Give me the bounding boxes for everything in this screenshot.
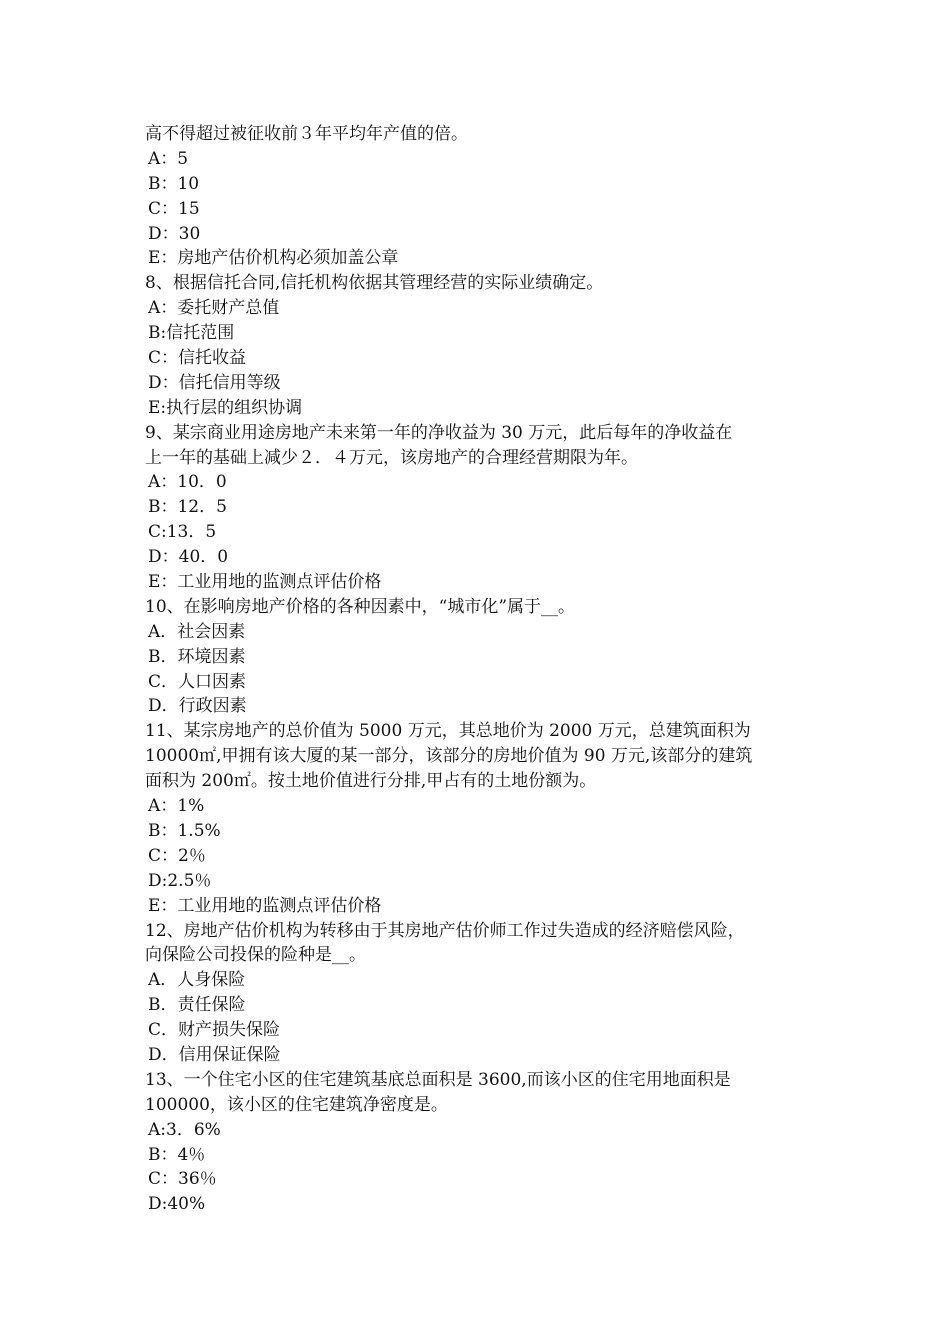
answer-option-line: B：4％ [148, 1144, 206, 1165]
question-text-line: 11、某宗房地产的总价值为 5000 万元，其总地价为 2000 万元，总建筑面积为 [145, 721, 751, 742]
answer-option-line: C：36％ [148, 1169, 217, 1190]
answer-option-line: C．人口因素 [148, 671, 247, 692]
answer-option-line: B:信托范围 [148, 323, 235, 344]
answer-option-line: C:13．5 [148, 522, 217, 543]
question-text-line: 高不得超过被征收前３年平均年产值的倍。 [145, 124, 468, 144]
question-text-line: 13、一个住宅小区的住宅建筑基底总面积是 3600,而该小区的住宅用地面积是 [145, 1069, 731, 1090]
answer-option-line: C：2％ [148, 845, 206, 866]
answer-option-line: A．人身保险 [148, 970, 246, 991]
answer-option-line: D：30 [148, 223, 201, 244]
answer-option-line: B：12．5 [148, 497, 227, 518]
answer-option-line: D．信用保证保险 [148, 1044, 281, 1065]
question-text-line: 100000，该小区的住宅建筑净密度是。 [145, 1094, 448, 1115]
answer-option-line: B．环境因素 [148, 646, 246, 667]
answer-option-line: B：1.5% [148, 820, 221, 841]
question-text-line: 面积为 200㎡。按土地价值进行分排,甲占有的土地份额为。 [145, 771, 597, 792]
answer-option-line: A．社会因素 [148, 621, 246, 642]
answer-option-line: B：10 [148, 173, 200, 194]
answer-option-line: A：委托财产总值 [148, 298, 280, 319]
answer-option-line: E:执行层的组织协调 [148, 397, 303, 418]
answer-option-line: D．行政因素 [148, 696, 247, 717]
answer-option-line: C：15 [148, 198, 200, 219]
answer-option-line: B．责任保险 [148, 995, 246, 1016]
answer-option-line: D:40% [148, 1194, 206, 1215]
question-text-line: 上一年的基础上减少２．４万元，该房地产的合理经营期限为年。 [145, 447, 638, 468]
answer-option-line: D:2.5％ [148, 870, 212, 891]
answer-option-line: C．财产损失保险 [148, 1020, 281, 1041]
answer-option-line: E：工业用地的监测点评估价格 [148, 895, 382, 916]
answer-option-line: A：5 [148, 148, 189, 169]
answer-option-line: A：1% [148, 796, 205, 817]
answer-option-line: A:3．6% [148, 1119, 221, 1140]
answer-option-line: A：10．0 [148, 472, 227, 493]
question-text-line: 12、房地产估价机构为转移由于其房地产估价师工作过失造成的经济赔偿风险， [145, 920, 745, 941]
question-text-line: 10、在影响房地产价格的各种因素中，“城市化”属于__。 [145, 596, 576, 617]
answer-option-line: E：房地产估价机构必须加盖公章 [148, 248, 399, 269]
answer-option-line: D：40．0 [148, 547, 229, 568]
question-text-line: 向保险公司投保的险种是__。 [145, 945, 366, 966]
question-text-line: 10000㎡,甲拥有该大厦的某一部分，该部分的房地价值为 90 万元,该部分的建筑 [145, 746, 753, 767]
question-text-line: 8、根据信托合同,信托机构依据其管理经营的实际业绩确定。 [145, 273, 604, 294]
answer-option-line: E：工业用地的监测点评估价格 [148, 572, 382, 593]
question-text-line: 9、某宗商业用途房地产未来第一年的净收益为 30 万元，此后每年的净收益在 [145, 422, 733, 443]
answer-option-line: C：信托收益 [148, 348, 247, 369]
document-body [145, 122, 825, 1217]
answer-option-line: D：信托信用等级 [148, 372, 281, 393]
